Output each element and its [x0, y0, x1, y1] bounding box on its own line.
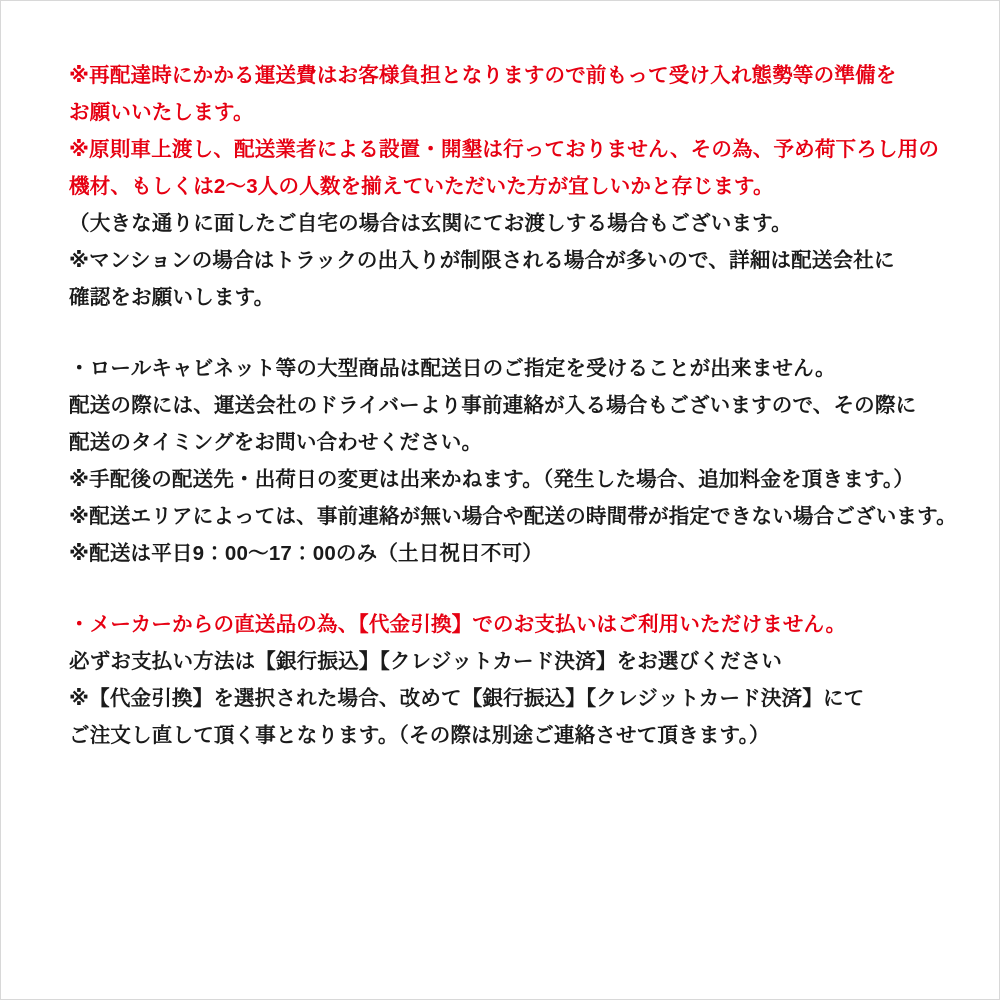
notice-line: お願いいたします。 — [69, 101, 254, 124]
notice-line: ※マンションの場合はトラックの出入りが制限される場合が多いので、詳細は配送会社に — [69, 249, 895, 272]
notice-line: ご注文し直して頂く事となります。（その際は別途ご連絡させて頂きます。） — [69, 724, 770, 747]
notice-line: 必ずお支払い方法は【銀行振込】【クレジットカード決済】をお選びください — [69, 650, 783, 673]
notice-line: ※手配後の配送先・出荷日の変更は出来かねます。（発生した場合、追加料金を頂きます。） — [69, 468, 915, 491]
section-payment-notice — [69, 606, 959, 754]
notice-line: 確認をお願いします。 — [69, 286, 275, 309]
notice-line: （大きな通りに面したご自宅の場合は玄関にてお渡しする場合もございます。 — [69, 212, 792, 235]
section-spacer — [69, 572, 959, 606]
notice-line: ※配送は平日9：00〜17：00のみ（土日祝日不可） — [69, 542, 543, 565]
section-redelivery-notice — [69, 57, 959, 316]
notice-line: ※配送エリアによっては、事前連絡が無い場合や配送の時間帯が指定できない場合ございます。 — [69, 505, 957, 528]
notice-line: ※再配達時にかかる運送費はお客様負担となりますので前もって受け入れ態勢等の準備を — [69, 64, 897, 87]
notice-line: ・ロールキャビネット等の大型商品は配送日のご指定を受けることが出来ません。 — [69, 357, 836, 380]
notice-line: ※原則車上渡し、配送業者による設置・開墾は行っておりません、その為、予め荷下ろし用の — [69, 138, 940, 161]
notice-line: 配送の際には、運送会社のドライバーより事前連絡が入る場合もございますので、その際に — [69, 394, 917, 417]
section-spacer — [69, 316, 959, 350]
notice-text-body — [69, 57, 959, 754]
notice-line: ※【代金引換】を選択された場合、改めて【銀行振込】【クレジットカード決済】にて — [69, 687, 865, 710]
section-large-item-delivery — [69, 350, 959, 572]
notice-line: 機材、もしくは2〜3人の人数を揃えていただいた方が宜しいかと存じます。 — [69, 175, 774, 198]
notice-line: 配送のタイミングをお問い合わせください。 — [69, 431, 483, 454]
notice-line: ・メーカーからの直送品の為、【代金引換】でのお支払いはご利用いただけません。 — [69, 613, 847, 636]
